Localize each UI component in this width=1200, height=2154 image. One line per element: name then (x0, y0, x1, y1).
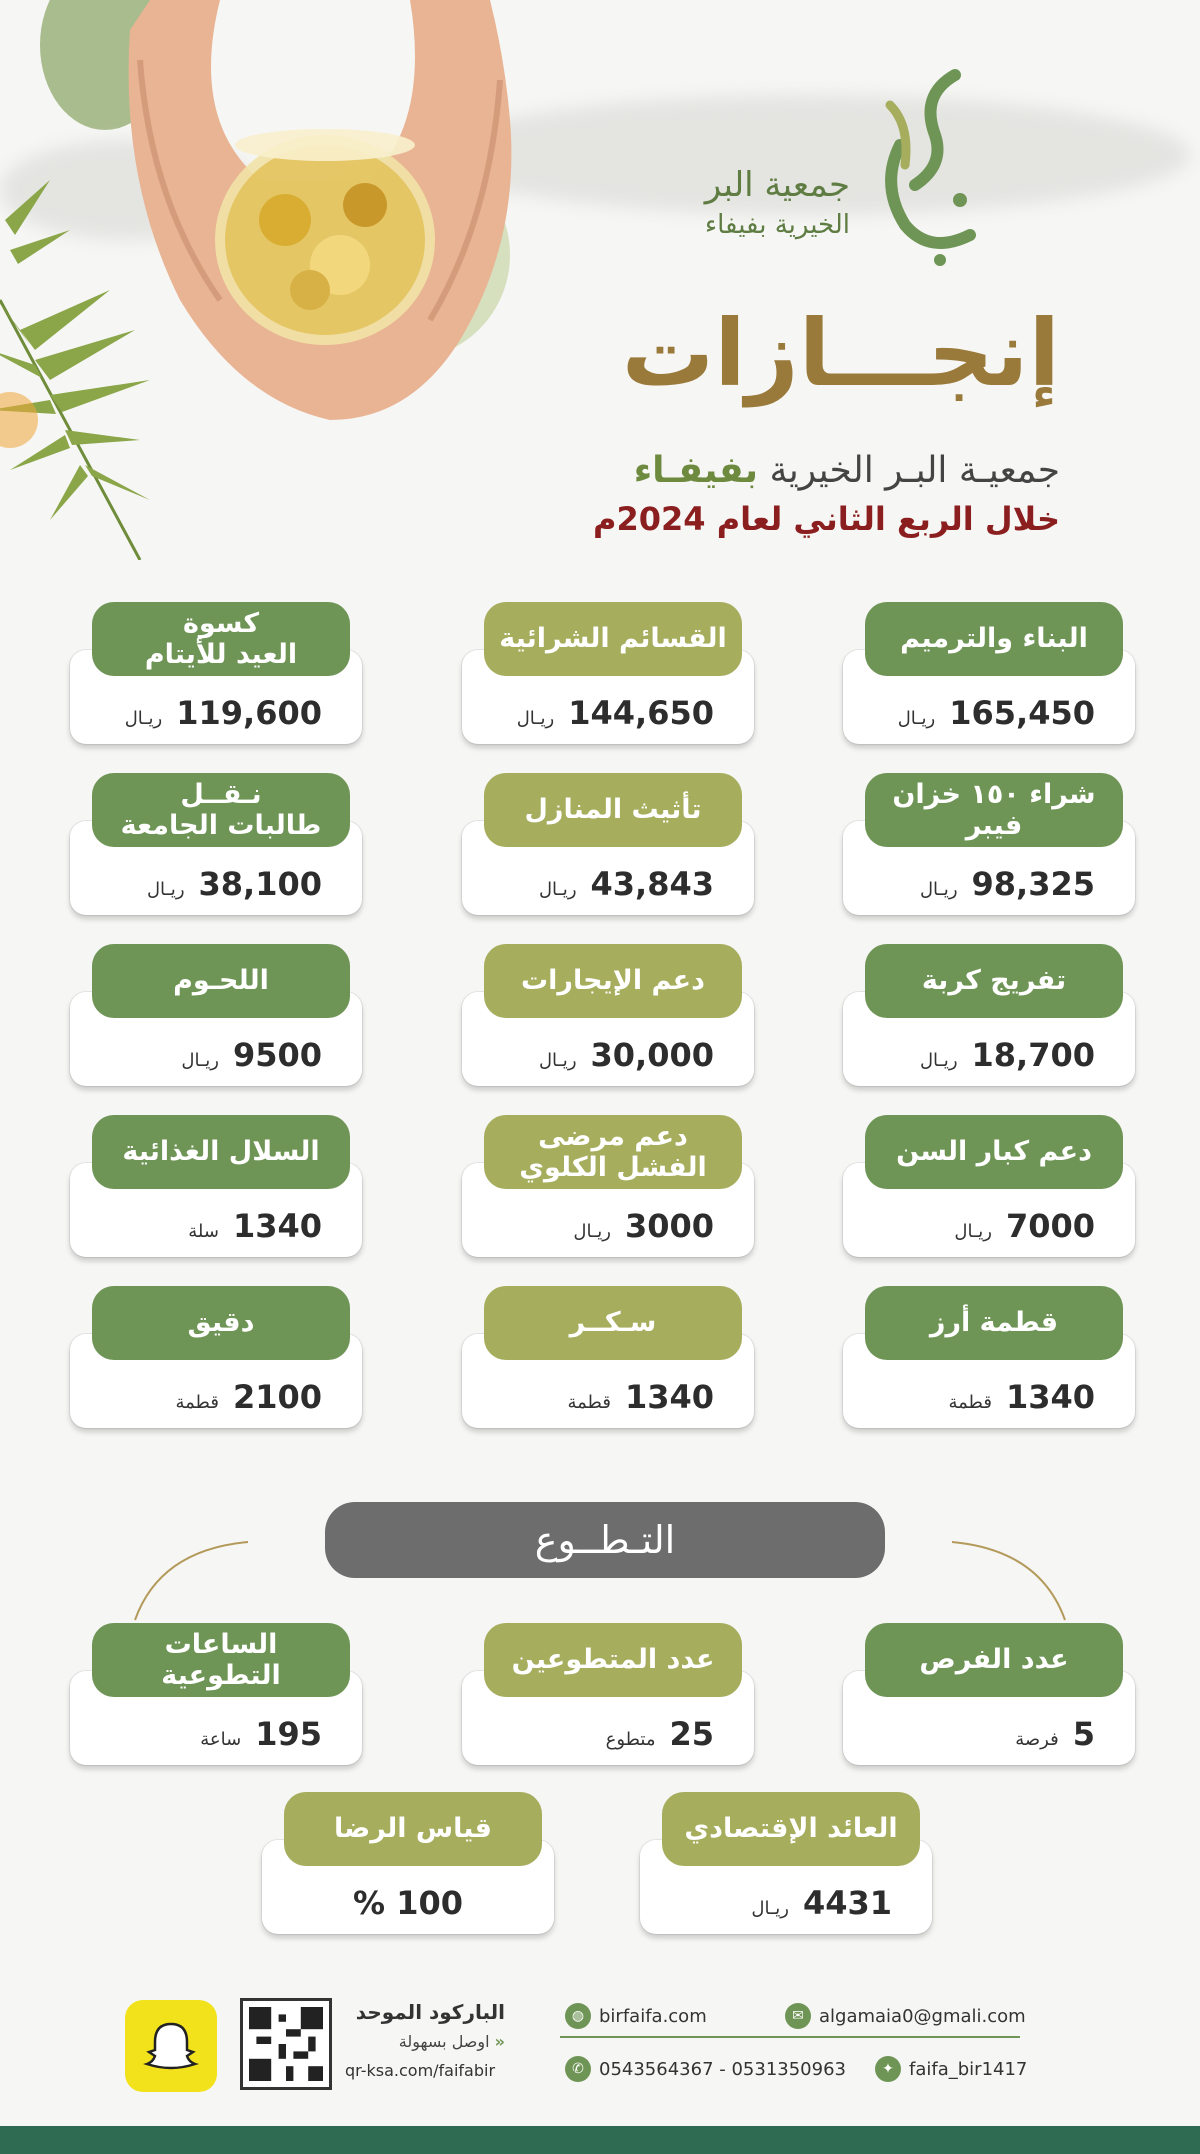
achievement-card (462, 1623, 754, 1765)
card-label: نـقــل طالبات الجامعة (92, 773, 350, 847)
card-label: السلال الغذائية (92, 1115, 350, 1189)
achievement-card (462, 773, 754, 915)
card-label: دقيق (92, 1286, 350, 1360)
card-value-row (110, 1207, 322, 1245)
card-value-row (883, 865, 1095, 903)
card-unit: ريـال (538, 1050, 577, 1071)
card-label: دعم مرضى الفشل الكلوي (484, 1115, 742, 1189)
card-unit: ريـال (919, 879, 958, 900)
card-unit: ريـال (751, 1898, 789, 1919)
achievement-card (843, 1623, 1135, 1765)
card-value-row (110, 1378, 322, 1416)
achievement-card (70, 1115, 362, 1257)
association-logo (560, 65, 990, 285)
card-value: 18,700 (971, 1036, 1095, 1074)
card-unit: سلة (188, 1221, 219, 1242)
card-value: 195 (255, 1715, 322, 1753)
card-value: 100 % (353, 1884, 463, 1922)
period-subtitle: خلال الربع الثاني لعام 2024م (593, 500, 1060, 538)
bir-faifa-logo-mark-icon (860, 65, 990, 275)
whatsapp-icon: ✆ (565, 2056, 591, 2082)
card-value-row (502, 1378, 714, 1416)
card-label: اللحـوم (92, 944, 350, 1018)
card-label: كسوة العيد للأيتام (92, 602, 350, 676)
card-label: تفريج كربة (865, 944, 1123, 1018)
card-value-row (502, 865, 714, 903)
card-value-row (110, 865, 322, 903)
achievement-card (462, 602, 754, 744)
website-contact[interactable] (565, 2003, 707, 2029)
achievement-card (843, 944, 1135, 1086)
card-value: 30,000 (590, 1036, 714, 1074)
achievement-card (843, 1115, 1135, 1257)
card-label: القسائم الشرائية (484, 602, 742, 676)
barcode-sub-text: اوصل بسهولة (398, 2032, 490, 2051)
card-value-row (502, 1036, 714, 1074)
card-label: قياس الرضا (284, 1792, 542, 1866)
barcode-title: الباركود الموحد (355, 2000, 505, 2024)
page-title: إنجـــازات (621, 300, 1060, 407)
card-label: شراء ١٥٠ خزان فيبر (865, 773, 1123, 847)
card-unit: فرصة (1015, 1729, 1059, 1750)
palm-leaves-decoration (0, 180, 160, 560)
phone-contact[interactable] (565, 2056, 846, 2082)
card-value-row (883, 1207, 1095, 1245)
website-text: birfaifa.com (599, 2005, 707, 2027)
card-unit: ريـال (897, 708, 936, 729)
card-value: 144,650 (568, 694, 714, 732)
volunteer-section-title: التـطــوع (325, 1502, 885, 1578)
card-value: 38,100 (198, 865, 322, 903)
card-label: عدد الفرص (865, 1623, 1123, 1697)
card-label: البناء والترميم (865, 602, 1123, 676)
phone-text: 0543564367 - 0531350963 (599, 2058, 846, 2080)
card-value-row (110, 1715, 322, 1753)
barcode-url[interactable]: qr-ksa.com/faifabir (345, 2061, 496, 2080)
achievement-card (843, 602, 1135, 744)
footer-divider (560, 2036, 1020, 2038)
card-value-row (110, 1036, 322, 1074)
logo-line1: جمعية البر (704, 165, 850, 205)
card-value-row (502, 694, 714, 732)
subtitle-text: جمعيـة البـر الخيرية (769, 450, 1060, 491)
barcode-info (345, 2000, 505, 2080)
card-unit: ريـال (516, 708, 555, 729)
achievement-card (70, 944, 362, 1086)
achievement-card (70, 1286, 362, 1428)
card-label: دعم الإيجارات (484, 944, 742, 1018)
card-unit: قطمة (175, 1392, 219, 1413)
card-label: قطمة أرز (865, 1286, 1123, 1360)
hands-holding-coin-jar-image (110, 0, 530, 440)
globe-icon: ◍ (565, 2003, 591, 2029)
card-value-row (502, 1207, 714, 1245)
card-label: سـكــر (484, 1286, 742, 1360)
logo-line2: الخيرية بفيفاء (704, 210, 850, 240)
snapchat-icon[interactable] (125, 2000, 217, 2092)
card-label: العائد الإقتصادي (662, 1792, 920, 1866)
achievement-card (640, 1792, 932, 1934)
card-value-row (110, 694, 322, 732)
card-value: 5 (1072, 1715, 1095, 1753)
card-unit: ريـال (181, 1050, 219, 1071)
achievement-card (70, 773, 362, 915)
card-value-row (883, 694, 1095, 732)
card-label: دعم كبار السن (865, 1115, 1123, 1189)
qr-code-image[interactable] (240, 1998, 332, 2090)
card-label: عدد المتطوعين (484, 1623, 742, 1697)
card-value-row (883, 1715, 1095, 1753)
achievement-card (462, 1115, 754, 1257)
card-label: الساعات التطوعية (92, 1623, 350, 1697)
card-value: 3000 (624, 1207, 714, 1245)
card-unit: قطمة (567, 1392, 611, 1413)
card-value-row (680, 1884, 892, 1922)
achievement-card (462, 944, 754, 1086)
email-contact[interactable] (785, 2003, 1026, 2029)
card-unit: ريـال (954, 1221, 992, 1242)
card-value-row (883, 1378, 1095, 1416)
card-unit: ساعة (200, 1729, 242, 1750)
achievement-card (843, 1286, 1135, 1428)
card-value: 165,450 (949, 694, 1095, 732)
card-value: 1340 (624, 1378, 714, 1416)
card-value: 7000 (1005, 1207, 1095, 1245)
achievement-card (843, 773, 1135, 915)
card-value: 98,325 (971, 865, 1095, 903)
card-unit: قطمة (948, 1392, 992, 1413)
card-unit: ريـال (124, 708, 163, 729)
twitter-text: faifa_bir1417 (909, 2058, 1028, 2080)
qr-code-icon (249, 2007, 323, 2081)
card-value: 1340 (1005, 1378, 1095, 1416)
ghost-icon (143, 2018, 199, 2074)
card-value: 119,600 (176, 694, 322, 732)
card-unit: ريـال (573, 1221, 611, 1242)
card-value-row (883, 1036, 1095, 1074)
twitter-icon: ✦ (875, 2056, 901, 2082)
barcode-subtitle (345, 2032, 505, 2051)
achievement-card (262, 1792, 554, 1934)
card-value: 1340 (232, 1207, 322, 1245)
card-value: 4431 (802, 1884, 892, 1922)
card-label: تأثيث المنازل (484, 773, 742, 847)
card-value: 2100 (232, 1378, 322, 1416)
card-value-row (502, 1715, 714, 1753)
double-chevron-icon: « (494, 2032, 505, 2051)
achievement-card (70, 1623, 362, 1765)
card-value: 43,843 (590, 865, 714, 903)
card-unit: متطوع (605, 1729, 656, 1750)
card-value: 9500 (232, 1036, 322, 1074)
achievement-card (462, 1286, 754, 1428)
card-unit: ريـال (538, 879, 577, 900)
page-subtitle (634, 450, 1060, 491)
twitter-contact[interactable] (875, 2056, 1027, 2082)
email-text: algamaia0@gmali.com (819, 2005, 1026, 2027)
achievement-card (70, 602, 362, 744)
footer-bar (0, 2126, 1200, 2154)
card-unit: ريـال (146, 879, 185, 900)
subtitle-highlight: بفيفـاء (633, 450, 759, 491)
card-value: 25 (669, 1715, 714, 1753)
card-value-row (302, 1884, 514, 1922)
email-icon: ✉ (785, 2003, 811, 2029)
card-unit: ريـال (919, 1050, 958, 1071)
